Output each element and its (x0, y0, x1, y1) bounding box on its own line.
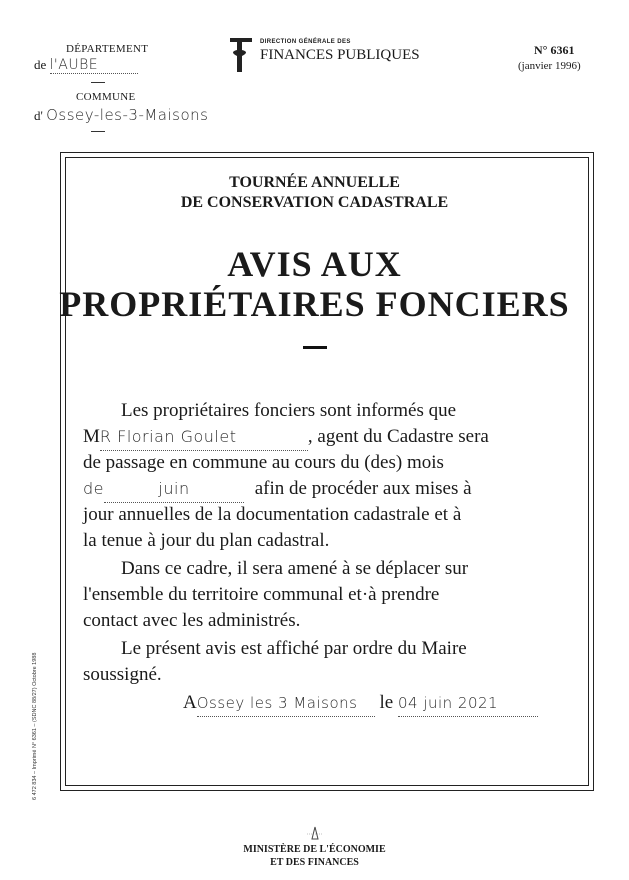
departement-label: DÉPARTEMENT (66, 43, 149, 55)
commune-value: Ossey-les-3-Maisons (46, 106, 209, 124)
header-dash (91, 131, 105, 132)
p2-line3: contact avec les administrés. (83, 610, 301, 631)
departement-field (34, 57, 138, 74)
headline-line2: PROPRIÉTAIRES FONCIERS (59, 284, 570, 324)
p1-line4 (83, 476, 472, 503)
finances-logo-icon (228, 36, 254, 74)
commune-prefix: d' (34, 108, 43, 123)
p3-line2: soussigné. (83, 664, 162, 685)
p2-line2: l'ensemble du territoire communal et·à prendre (83, 584, 440, 605)
p1-line5: jour annuelles de la documentation cadastrale et à (83, 504, 462, 525)
ministry-line1: MINISTÈRE DE L'ÉCONOMIE (243, 844, 386, 855)
direction-big: FINANCES PUBLIQUES (260, 47, 420, 63)
direction-small: DIRECTION GÉNÉRALE DES (260, 39, 351, 45)
p2-line1: Dans ce cadre, il sera amené à se déplacer sur (121, 558, 469, 579)
p3-line1: Le présent avis est affiché par ordre du Maire (121, 638, 467, 659)
ministry-emblem-icon (304, 825, 326, 843)
sign-a: A (183, 692, 197, 713)
p1-line3: de passage en commune au cours du (des) mois (83, 452, 444, 473)
commune-field (34, 106, 208, 124)
departement-value: l'AUBE (50, 57, 138, 74)
headline-dash (303, 346, 327, 349)
headline-line1: AVIS AUX (227, 244, 402, 284)
header-dash (91, 82, 105, 83)
agent-name: R Florian Goulet (100, 424, 308, 451)
ministry-line2: ET DES FINANCES (270, 857, 359, 868)
form-number: N° 6361 (534, 43, 575, 57)
p1-de: de (83, 479, 104, 498)
p1-line1: Les propriétaires fonciers sont informés que (121, 400, 457, 421)
notice-title-line1: TOURNÉE ANNUELLE (229, 174, 400, 191)
sign-le: le (379, 692, 394, 713)
p1-line2 (83, 424, 489, 451)
commune-label: COMMUNE (76, 91, 136, 103)
form-date: (janvier 1996) (518, 60, 581, 72)
print-code: 6 472 834 – Imprimé N° 6361 – (SDNC 88/27) Octobre 1988 (32, 652, 38, 800)
p1-m: M (83, 426, 100, 447)
notice-title-line2: DE CONSERVATION CADASTRALE (180, 194, 449, 211)
sign-date: 04 juin 2021 (398, 690, 538, 717)
p1-line4-rest: afin de procéder aux mises à (254, 478, 472, 499)
sign-place: Ossey les 3 Maisons (197, 690, 375, 717)
month-value: juin (104, 476, 244, 503)
departement-prefix: de (34, 57, 47, 72)
p1-line2-rest: , agent du Cadastre sera (307, 426, 489, 447)
signature-line (183, 690, 538, 717)
p1-line6: la tenue à jour du plan cadastral. (83, 530, 330, 551)
